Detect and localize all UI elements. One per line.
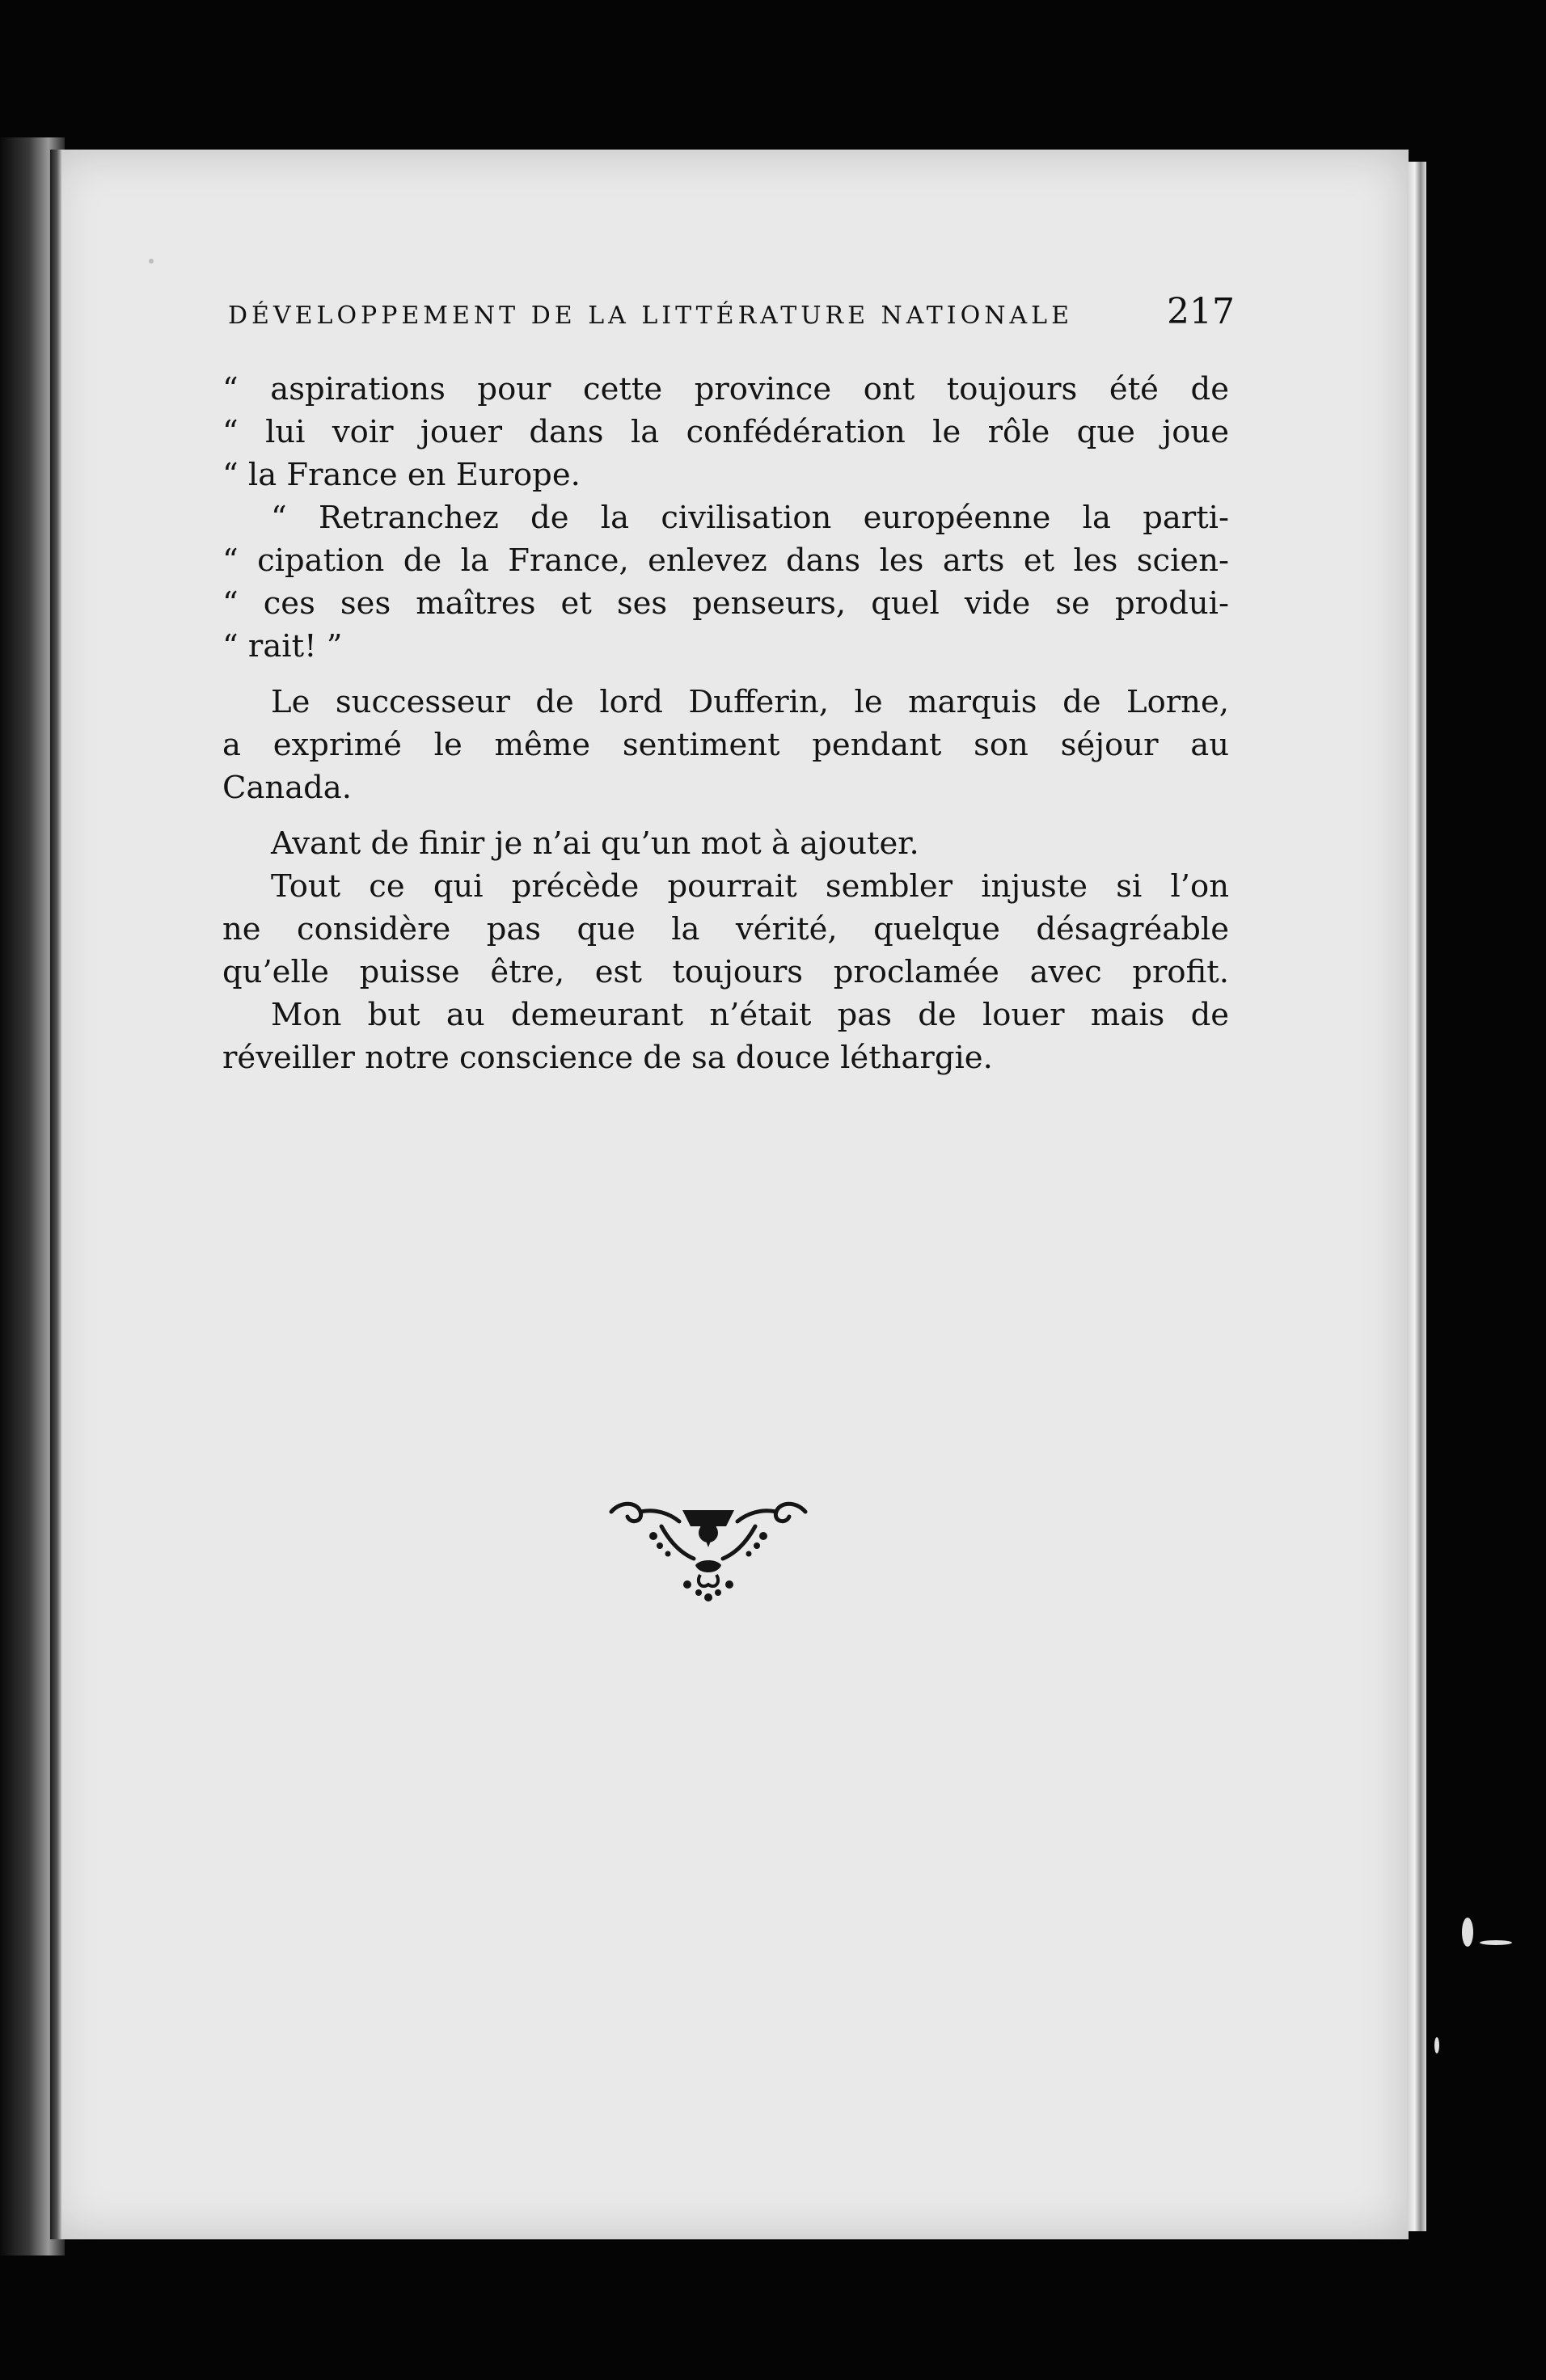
page-number: 217: [1167, 291, 1235, 332]
text-line: Le successeur de lord Dufferin, le marquis de Lorne,: [271, 684, 1229, 720]
text-line: “ lui voir jouer dans la confédération le rôle que joue: [222, 414, 1229, 450]
text-line: qu’elle puisse être, est toujours proclamée avec profit.: [222, 954, 1229, 990]
paragraph-gap: [222, 668, 1229, 681]
decorative-tailpiece-icon: [605, 1494, 812, 1607]
paragraph-gap: [222, 809, 1229, 822]
text-line: “ Retranchez de la civilisation européenne la parti-: [271, 500, 1229, 536]
text-line: réveiller notre conscience de sa douce léthargie.: [222, 1040, 993, 1076]
text-line: a exprimé le même sentiment pendant son séjour au: [222, 727, 1229, 763]
scan-speck: [1462, 1918, 1473, 1947]
text-line: Tout ce qui précède pourrait sembler injuste si l’on: [271, 868, 1229, 905]
text-line: “ aspirations pour cette province ont toujours été de: [222, 371, 1229, 407]
text-line: “ la France en Europe.: [222, 457, 581, 493]
running-head: [228, 291, 1235, 332]
text-line: “ cipation de la France, enlevez dans les arts et les scien-: [222, 542, 1229, 579]
scan-speck: [149, 259, 154, 264]
text-line: Mon but au demeurant n’était pas de louer mais de: [271, 997, 1229, 1033]
page-gutter: [50, 150, 61, 2239]
text-line: ne considère pas que la vérité, quelque désagréable: [222, 911, 1229, 947]
scan-speck: [1480, 1940, 1512, 1945]
scan-speck: [1434, 2037, 1439, 2053]
body-text: [222, 368, 1229, 1079]
running-head-title: DÉVELOPPEMENT DE LA LITTÉRATURE NATIONALE: [228, 302, 1073, 330]
text-line: Avant de finir je n’ai qu’un mot à ajouter.: [271, 825, 919, 862]
text-line: Canada.: [222, 770, 352, 806]
text-line: “ rait! ”: [222, 628, 343, 665]
page-stack-edge: [1407, 162, 1426, 2231]
text-line: “ ces ses maîtres et ses penseurs, quel vide se produi-: [222, 585, 1229, 622]
